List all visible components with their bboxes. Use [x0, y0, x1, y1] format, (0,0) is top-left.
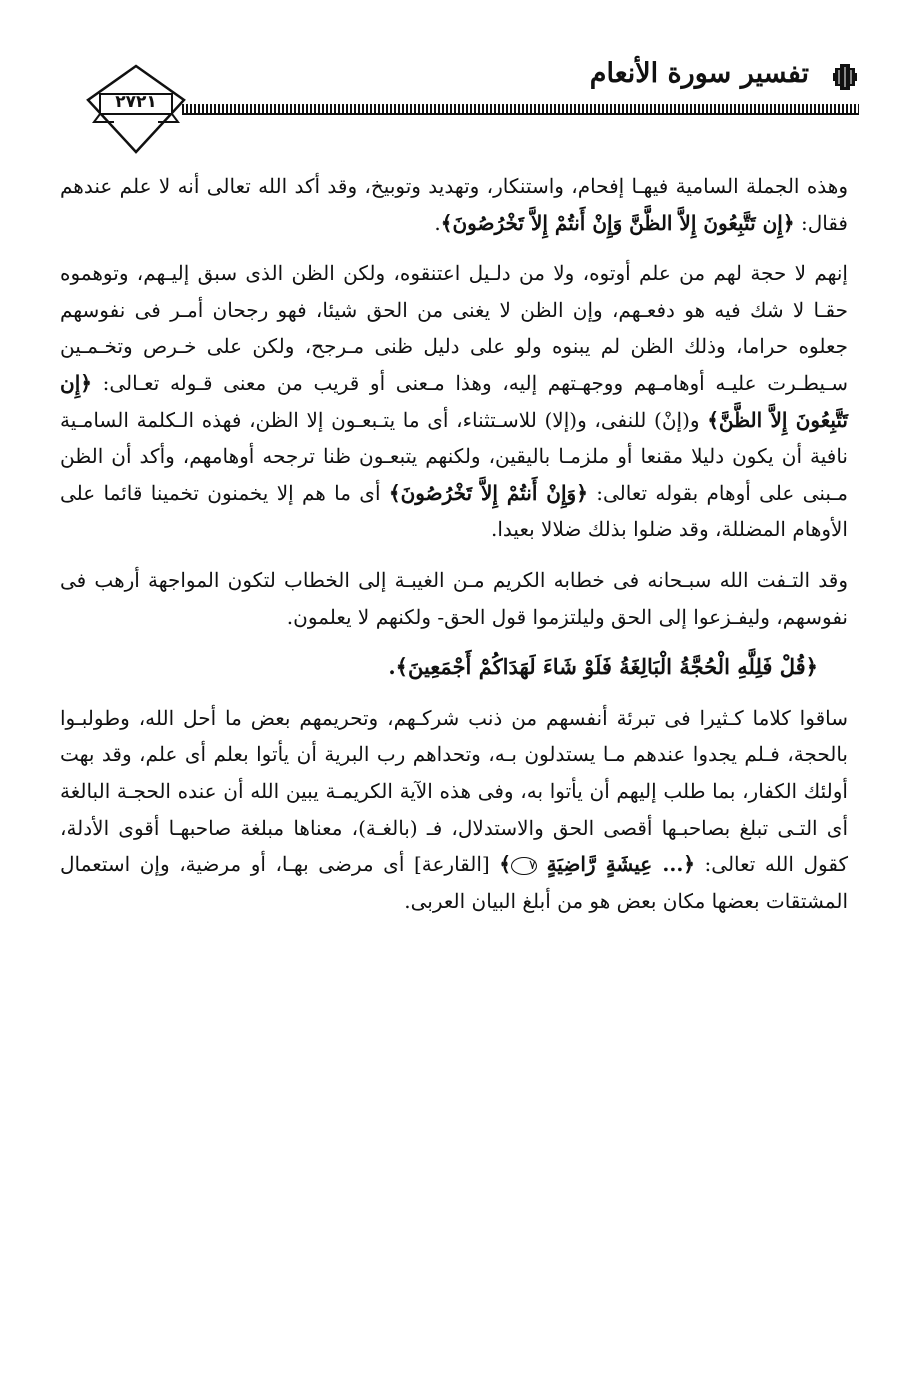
- quran-quote: ﴿إِن تَتَّبِعُونَ إِلاَّ الظَّنَّ﴾: [60, 370, 848, 432]
- paragraph-text: وقد التـفت الله سبـحانه فى خطابه الكريم مـن الغيبـة إلى الخطاب لتكون المواجهة أرهب فى نفوسهم، وليفـزعوا إلى الحق وليلتزموا قول الحق- ولكنهم لا يعلمون.: [60, 567, 848, 629]
- paragraph-text: [القارعة] أى مرضى بهـا، أو مرضية، وإن استعمال المشتقات بعضها مكان بعض هو من أبلغ البيان العربى.: [60, 852, 848, 913]
- page-number: ٢٧٢١: [115, 92, 157, 112]
- quran-quote: ﴿قُلْ فَلِلَّهِ الْحُجَّةُ الْبَالِغَةُ فَلَوْ شَاءَ لَهَدَاكُمْ أَجْمَعِينَ﴾: [395, 654, 818, 680]
- paragraph-4: [60, 700, 848, 920]
- ayah-number-marker: ٧: [511, 857, 537, 875]
- quran-quote: ﴿وَإِنْ أَنتُمْ إِلاَّ تَخْرُصُونَ﴾: [388, 480, 588, 505]
- paragraph-text: ساقوا كلاما كـثيرا فى تبرئة أنفسهم من ذنب شركـهم، وتحريمهم بعض ما أحل الله، وطولبـوا بالحجة، فـلم يجدوا عندهم مـا يستدلون بـه، وتحداهم رب البرية أن يأتوا بعلم أى علم، وقد بهت أولئك الكفار، بما طلب إليهم أن يأتوا به، وفى هذه الآية الكريمـة يبين الله أن عنده الحجـة البالغة أى التـى تبلغ بصاحبـها أقصى الحق والاستدلال، فـ (بالغـة)، معناها مبلغة صاحبهـا أقوى الأدلة، كقول الله تعالى:: [60, 705, 848, 877]
- paragraph-text: إنهم لا حجة لهم من علم أوتوه، ولا من دلـيل اعتنقوه، ولكن الظن الذى سبق إليـهم، وتوهموه حقـا لا شك فيه هو دفعـهم، وإن الظن لا يغنى من الحق شيئا، فهو رجحان أمـر فى نفوسهم جعلوه حراما، وذلك الظن لم يبنوه ولو على دليل ظنى مـرجح، ولكن على خـرص وتخـمـين سـيطـرت عليـه أوهامـهم ووجهـتهم إليه، وهذا مـعنى أو قريب من معنى قـوله تعـالى:: [60, 261, 848, 395]
- paragraph-2: [60, 255, 848, 548]
- paragraph-text: .: [434, 210, 441, 235]
- paragraph-1: [60, 168, 848, 241]
- paragraph-text: وهذه الجملة السامية فيهـا إفحام، واستنكار، وتهديد وتوبيخ، وقد أكد الله تعالى أنه لا علم عندهم فقال:: [60, 174, 848, 235]
- quran-quote-close: ﴾: [499, 852, 512, 877]
- paragraph-text: أى ما هم إلا يخمنون تخمينا قائما على الأوهام المضللة، وقد ضلوا بذلك ضلالا بعيدا.: [60, 480, 848, 542]
- quran-quote: ﴿إِن تَتَّبِعُونَ إِلاَّ الظَّنَّ وَإِنْ أَنتُمْ إِلاَّ تَخْرُصُونَ﴾: [440, 210, 795, 235]
- header-divider: [182, 104, 859, 113]
- verse-heading-period: .: [388, 654, 396, 680]
- paragraph-text: و(إنْ) للنفى، و(إلا) للاسـتثناء، أى ما يتـبعـون إلا الظن، فهذه الـكلمة السامـية نافية أن يكون دليلا مقنعا أو ملزمـا باليقين، ولكنهم يتبعـون ظنا ترجحه أوهامهم، وأكد أن الظن مـبنى على أوهام بقوله تعالى:: [60, 407, 848, 505]
- quran-quote: ﴿... عِيشَةٍ رَّاضِيَةٍ: [546, 852, 695, 877]
- paragraph-3: [60, 562, 848, 635]
- header-divider-line: [182, 113, 859, 115]
- verse-heading: [60, 649, 848, 686]
- page-body: [60, 168, 848, 933]
- page-header-title: تفسير سورة الأنعام: [589, 58, 809, 89]
- ornament-icon: [833, 64, 857, 90]
